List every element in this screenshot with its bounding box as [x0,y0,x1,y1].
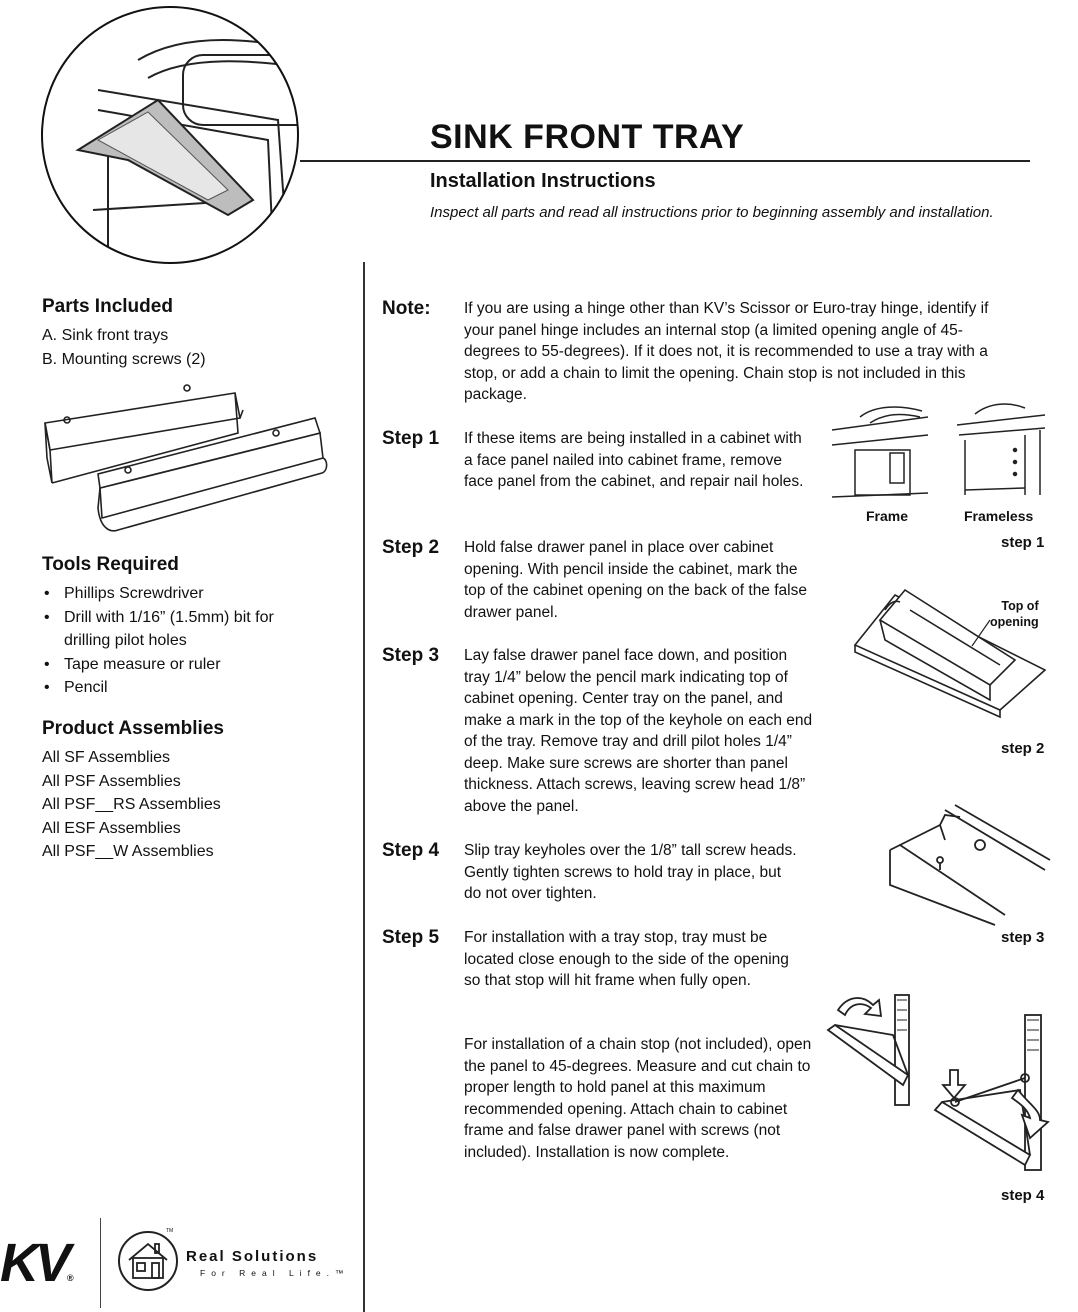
title-divider [300,160,1030,162]
opening-text: opening [990,615,1039,629]
step-text: If these items are being installed in a cabinet with a face panel nailed into cabinet frame, remove face panel from the cabinet, and repair nail holes. [464,430,804,490]
tools-item: • Phillips Screwdriver [42,582,292,606]
step-1 [382,428,817,518]
step-2 [382,537,817,627]
assemblies-section [42,718,342,864]
kv-logo-text: KV [0,1233,68,1293]
frameless-cabinet-illustration [955,400,1050,500]
assembly-item: All ESF Assemblies [42,819,181,837]
step-label: Step 1 [382,428,440,449]
step4-caption: step 4 [1001,1187,1045,1204]
note-text: If you are using a hinge other than KV’s Scissor or Euro-tray hinge, identify if your panel hinge includes an internal stop (a limited opening angle of 45-degrees to 55-degrees). If it does not, it is recommended to use a tray with a stop, or add a chain to limit the opening. Chain stop is not included in this package. [464,300,989,403]
step-text: For installation with a tray stop, tray must be located close enough to the side of the opening so that stop will hit frame when fully open. [464,929,789,989]
page-title: SINK FRONT TRAY [430,118,745,156]
page-subtitle: Installation Instructions [430,170,656,192]
assemblies-list [42,746,342,864]
assembly-item: All PSF__RS Assemblies [42,796,221,813]
assembly-item: All PSF Assemblies [42,772,181,790]
kv-logo [0,1233,74,1305]
parts-section [42,296,342,371]
tray-stop-illustration [823,990,923,1110]
note-block [382,298,989,408]
chain-stop-illustration [930,1010,1050,1175]
slogan: Real Solutions [186,1248,319,1265]
tools-item: • Drill with 1/16” (1.5mm) bit for drilling pilot holes [42,606,292,653]
step-label: Step 4 [382,840,440,861]
house-logo-icon [117,1230,179,1292]
step1-caption: step 1 [1001,534,1045,551]
house-trademark: TM [166,1228,174,1234]
note-label: Note: [382,298,431,319]
footer-divider [100,1218,101,1308]
step-label: Step 2 [382,537,440,558]
registered-mark: ® [67,1273,74,1283]
tools-heading: Tools Required [42,554,179,575]
step-text: Hold false drawer panel in place over cabinet opening. With pencil inside the cabinet, mark the top of the cabinet opening on the back of the false drawer panel. [464,539,807,621]
assembly-item: All PSF__W Assemblies [42,843,214,860]
intro-text: Inspect all parts and read all instructions prior to beginning assembly and installation. [430,204,994,221]
assemblies-heading: Product Assemblies [42,718,224,739]
step-label: Step 5 [382,927,440,948]
column-divider [363,262,365,1312]
parts-heading: Parts Included [42,296,173,317]
step-text: Lay false drawer panel face down, and position tray 1/4” below the pencil mark indicating top of cabinet opening. Center tray on the panel, and make a mark in the top of the keyhole on each end of the tray. Remove tray and drill pilot holes 1/4” deep. Make sure screws are shorter than panel thickness. Attach screws, leaving screw head 1/8” above the panel. [464,647,813,815]
assembly-item: All SF Assemblies [42,749,171,766]
step-5 [382,927,817,1197]
tools-item: • Pencil [42,676,292,700]
sink-tray-hero-illustration [38,0,308,272]
step2-caption: step 2 [1001,740,1045,757]
frame-cabinet-illustration [830,405,930,505]
step-3 [382,645,817,825]
parts-item: A. Sink front trays [42,327,169,344]
top-of-opening-pointer [968,618,998,648]
frameless-label: Frameless [964,508,1034,524]
step-text: Slip tray keyholes over the 1/8” tall screw heads. Gently tighten screws to hold tray in place, but do not over tighten. [464,842,797,902]
tagline: For Real Life.™ [200,1268,350,1278]
step-text-continued: For installation of a chain stop (not included), open the panel to 45-degrees. Measure and cut chain to proper length to hold panel at this maximum recommended opening. Attach chain to cabinet frame and false drawer panel with screws (not included). Installation is now complete. [464,1036,812,1161]
tools-section [42,554,342,700]
parts-list [42,324,342,371]
tools-list [42,582,292,700]
step-label: Step 3 [382,645,440,666]
top-of-text: Top of [1001,599,1039,613]
keyhole-screw-illustration [885,805,1050,930]
sink-front-trays-illustration [40,378,330,543]
step-4 [382,840,817,910]
step3-caption: step 3 [1001,929,1045,946]
tools-item: • Tape measure or ruler [42,653,292,677]
frame-label: Frame [866,508,909,524]
parts-item: B. Mounting screws (2) [42,350,206,368]
